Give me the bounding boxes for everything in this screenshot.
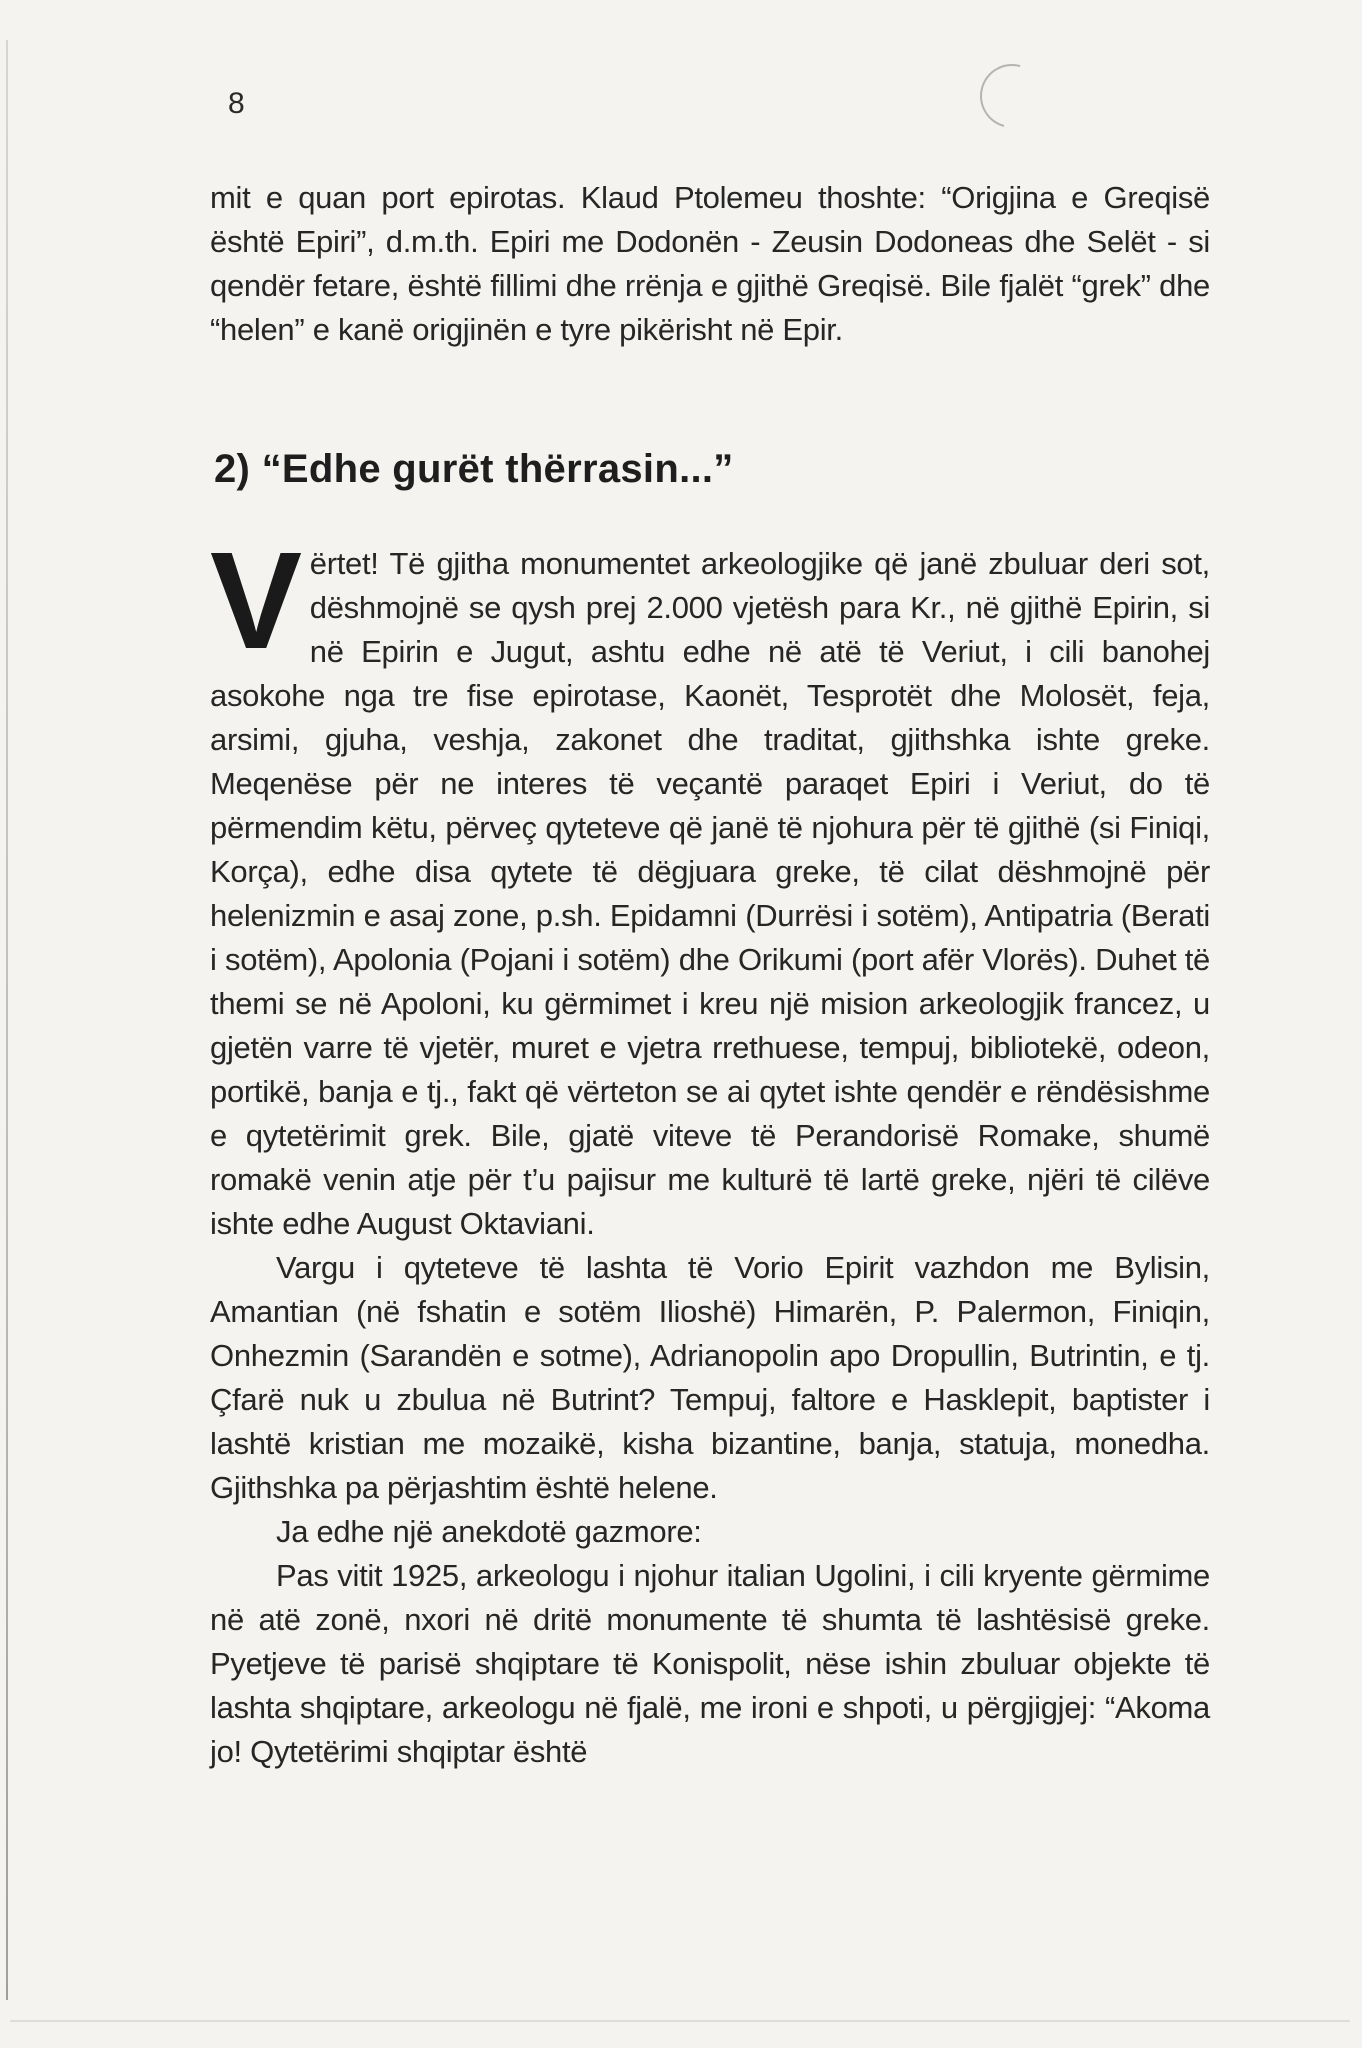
intro-paragraph: mit e quan port epirotas. Klaud Ptolemeu thoshte: “Origjina e Greqisë është Epiri”, d.m.th. Epiri me Dodonën - Zeusin Dodoneas dhe Selët - si qendër fetare, është fillimi dhe rrënja e gjithë Greqisë. Bile fjalët “grek” dhe “helen” e kanë origjinën e tyre pikërisht në Epir. <box>210 180 1210 347</box>
page-number: 8 <box>228 87 245 120</box>
section-body <box>210 524 1210 1774</box>
drop-cap-letter: V <box>210 524 302 678</box>
paragraph-3: Ja edhe një anekdotë gazmore: <box>276 1514 702 1549</box>
page-left-edge <box>6 40 8 2000</box>
scan-mark-decoration <box>968 52 1055 139</box>
intro-paragraph-block <box>210 176 1210 352</box>
page-bottom-edge <box>10 2020 1350 2022</box>
paragraph-4: Pas vitit 1925, arkeologu i njohur italian Ugolini, i cili kryente gërmime në atë zonë, nxori në dritë monumente të shumta të lashtësisë greke. Pyetjeve të parisë shqiptare të Konispolit, nëse ishin zbuluar objekte të lashta shqiptare, arkeologu në fjalë, me ironi e shpoti, u përgjigjej: “Akoma jo! Qytetërimi shqiptar është <box>210 1558 1210 1769</box>
paragraph-1-text: ërtet! Të gjitha monumentet arkeologjike që janë zbuluar deri sot, dëshmojnë se qysh prej 2.000 vjetësh para Kr., në gjithë Epirin, si në Epirin e Jugut, ashtu edhe në atë të Veriut, i cili banohej asokohe nga tre fise epirotase, Kaonët, Tesprotët dhe Molosët, feja, arsimi, gjuha, veshja, zakonet dhe traditat, gjithshka ishte greke. Meqenëse për ne interes të veçantë paraqet Epiri i Veriut, do të përmendim këtu, përveç qyteteve që janë të njohura për të gjithë (si Finiqi, Korça), edhe disa qytete të dëgjuara greke, të cilat dëshmojnë për helenizmin e asaj zone, p.sh. Epidamni (Durrësi i sotëm), Antipatria (Berati i sotëm), Apolonia (Pojani i sotëm) dhe Orikumi (port afër Vlorës). Duhet të themi se në Apoloni, ku gërmimet i kreu një mision arkeologjik francez, u gjetën varre të vjetër, muret e vjetra rrethuese, tempuj, bibliotekë, odeon, portikë, banja e tj., fakt që vërteton se ai qytet ishte qendër e rëndësishme e qytetërimit grek. Bile, gjatë viteve të Perandorisë Romake, shumë romakë venin atje për t’u pajisur me kulturë të lartë greke, njëri të cilëve ishte edhe August Oktaviani. <box>210 546 1210 1241</box>
paragraph-1 <box>210 524 1210 1246</box>
paragraph-2: Vargu i qyteteve të lashta të Vorio Epirit vazhdon me Bylisin, Amantian (në fshatin e sotëm Ilioshë) Himarën, P. Palermon, Finiqin, Onhezmin (Sarandën e sotme), Adrianopolin apo Dropullin, Butrintin, e tj. Çfarë nuk u zbulua në Butrint? Tempuj, faltore e Hasklepit, baptister i lashtë kristian me mozaikë, kisha bizantine, banja, statuja, monedha. Gjithshka pa përjashtim është helene. <box>210 1250 1210 1505</box>
section-heading: 2) “Edhe gurët thërrasin...” <box>214 447 734 491</box>
